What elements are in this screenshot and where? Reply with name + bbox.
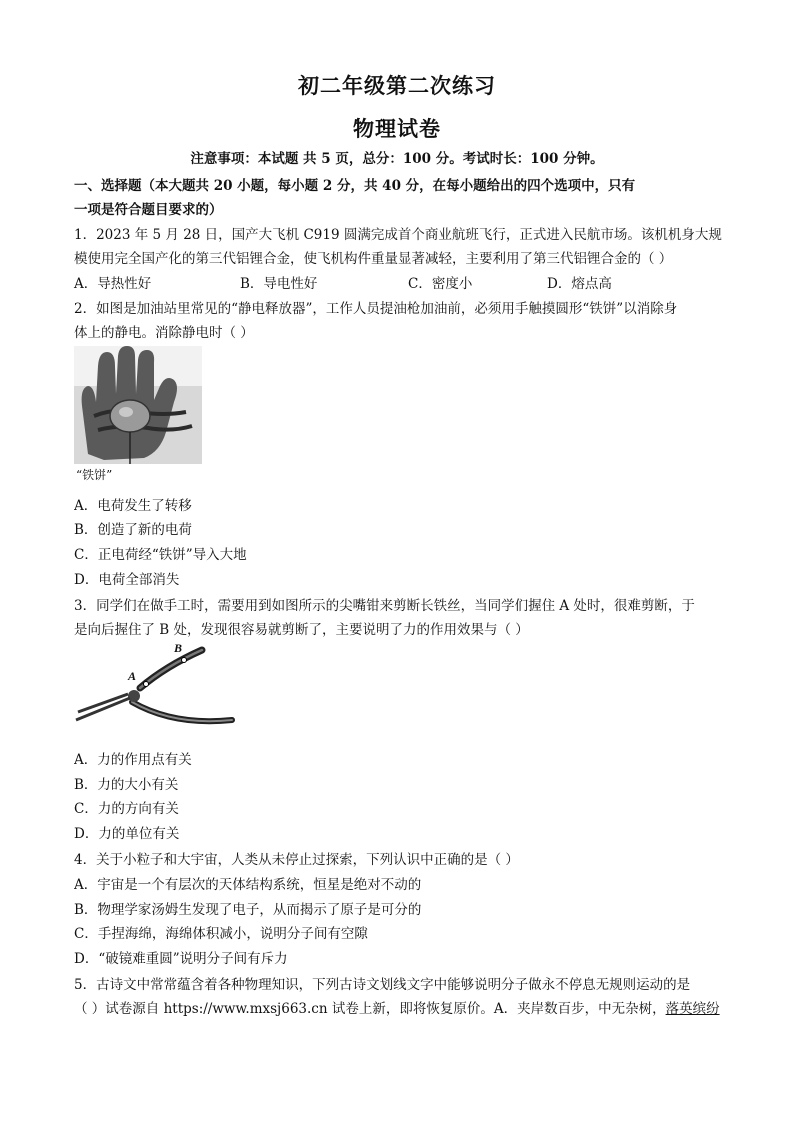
q1-option-d: D．熔点高 xyxy=(547,276,612,292)
q5-stem-line2 xyxy=(74,997,724,1017)
q1-stem-line2: 模使用完全国产化的第三代铝锂合金，使飞机构件重量显著减轻，主要利用了第三代铝锂合金的（ ） xyxy=(74,251,673,267)
q2-option-a: A．电荷发生了转移 xyxy=(74,498,192,514)
q2-option-c: C．正电荷经“铁饼”导入大地 xyxy=(74,547,247,563)
q4-stem-line1: 4．关于小粒子和大宇宙，人类从未停止过探索，下列认识中正确的是（ ） xyxy=(74,852,519,868)
section-heading-line1: 一、选择题（本大题共 20 小题，每小题 2 分，共 40 分，在每小题给出的四个选项中，只有 xyxy=(74,178,636,194)
q3-option-a: A．力的作用点有关 xyxy=(74,752,192,768)
q3-stem-line1: 3．同学们在做手工时，需要用到如图所示的尖嘴钳来剪断长铁丝，当同学们握住 A 处时，很难剪断，于 xyxy=(74,598,695,614)
q1-stem-line1: 1．2023 年 5 月 28 日，国产大飞机 C919 圆满完成首个商业航班飞行，正式进入民航市场。该机机身大规 xyxy=(74,227,722,243)
q2-figure-caption: “铁饼” xyxy=(76,468,113,482)
q3-option-d: D．力的单位有关 xyxy=(74,826,180,842)
exam-notice: 注意事项：本试题 共 5 页，总分：100 分。考试时长：100 分钟。 xyxy=(190,151,604,167)
q2-stem-line2: 体上的静电。消除静电时（ ） xyxy=(74,325,254,341)
q5-stem-line1: 5．古诗文中常常蕴含着各种物理知识，下列古诗文划线文字中能够说明分子做永不停息无规则运动的是 xyxy=(74,977,691,993)
q4-option-b: B．物理学家汤姆生发现了电子，从而揭示了原子是可分的 xyxy=(74,902,422,918)
q1-option-b: B．导电性好 xyxy=(240,276,318,292)
q3-stem-line2: 是向后握住了 B 处，发现很容易就剪断了，主要说明了力的作用效果与（ ） xyxy=(74,622,529,638)
q3-label-b: B xyxy=(174,641,183,655)
q1-option-a: A．导热性好 xyxy=(74,276,152,292)
static-discharger-photo xyxy=(74,346,202,464)
q2-option-d: D．电荷全部消失 xyxy=(74,572,180,588)
q2-stem-line1: 2．如图是加油站里常见的“静电释放器”，工作人员提油枪加油前，必须用手触摸圆形“铁饼”以消除身 xyxy=(74,301,678,317)
q4-option-d: D．“破镜难重圆”说明分子间有斥力 xyxy=(74,951,288,967)
q3-label-a: A xyxy=(128,669,137,683)
exam-title: 初二年级第二次练习 xyxy=(298,73,496,98)
q5-underlined-phrase: 落英缤纷 xyxy=(665,1001,720,1017)
q3-option-c: C．力的方向有关 xyxy=(74,801,179,817)
q1-option-c: C．密度小 xyxy=(408,276,473,292)
exam-subtitle: 物理试卷 xyxy=(353,116,441,141)
section-heading-line2: 一项是符合题目要求的） xyxy=(74,202,223,218)
q5-stem-line2-text: （ ）试卷源自 https://www.mxsj663.cn 试卷上新，即将恢复原价。A．夹岸数百步，中无杂树， xyxy=(74,1001,666,1017)
pliers-figure xyxy=(74,640,236,736)
q2-option-b: B．创造了新的电荷 xyxy=(74,522,192,538)
q4-option-a: A．宇宙是一个有层次的天体结构系统，恒星是绝对不动的 xyxy=(74,877,422,893)
q4-option-c: C．手捏海绵，海绵体积减小，说明分子间有空隙 xyxy=(74,926,368,942)
q3-option-b: B．力的大小有关 xyxy=(74,777,179,793)
